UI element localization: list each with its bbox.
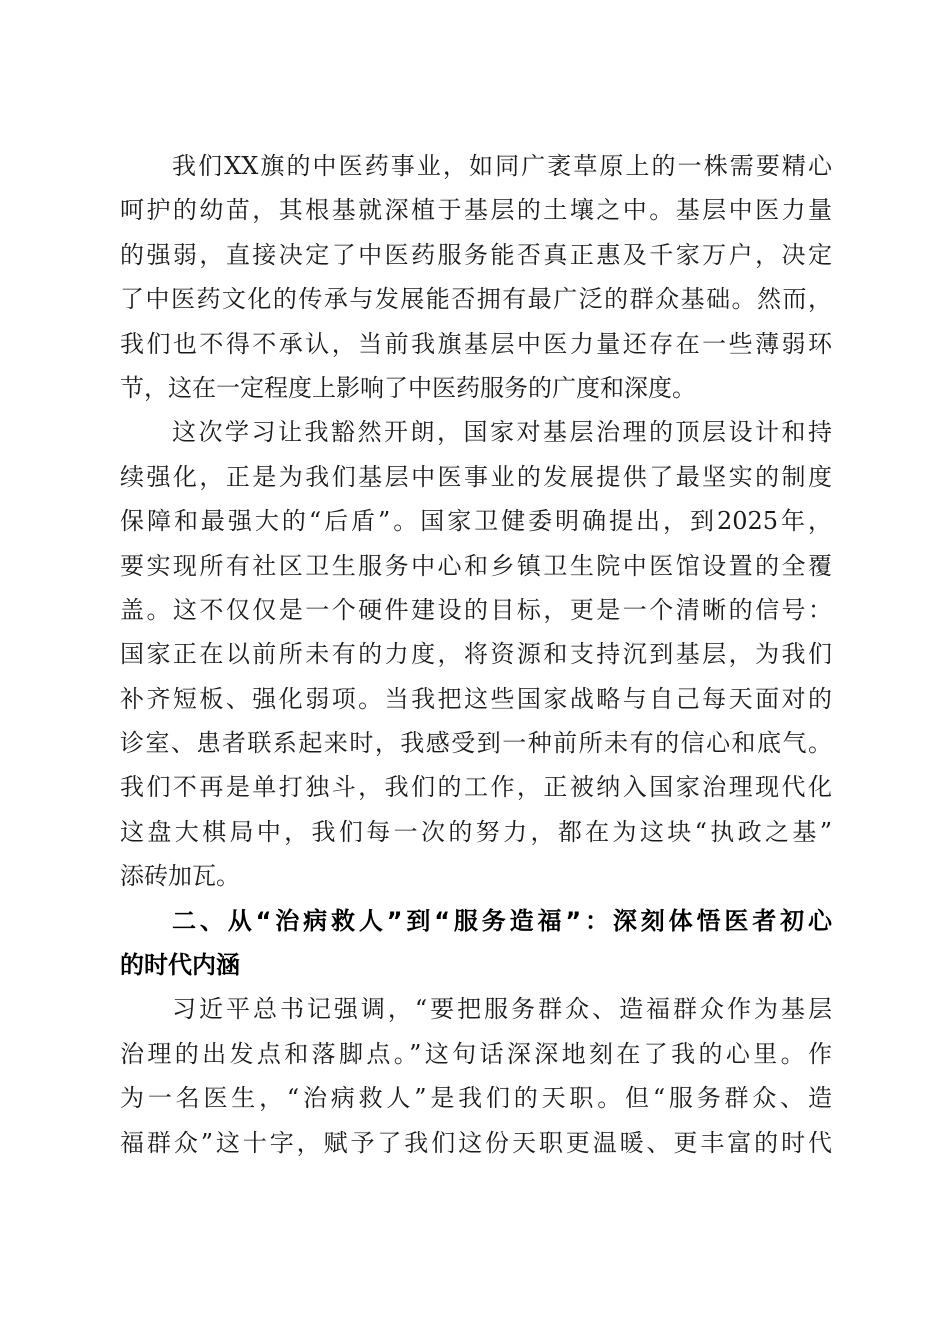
paragraph-line: 这次学习让我豁然开朗，国家对基层治理的顶层设计和持 — [172, 418, 832, 447]
paragraph-line: 补齐短板、强化弱项。当我把这些国家战略与自己每天面对的 — [120, 684, 832, 713]
paragraph-line: 保障和最强大的“后盾”。国家卫健委明确提出，到2025年， — [120, 507, 832, 536]
paragraph-line: 了中医药文化的传承与发展能否拥有最广泛的群众基础。然而， — [120, 285, 832, 314]
paragraph-line: 诊室、患者联系起来时，我感受到一种前所未有的信心和底气。 — [120, 729, 832, 758]
paragraph-line: 节，这在一定程度上影响了中医药服务的广度和深度。 — [120, 373, 696, 402]
paragraph-line: 治理的出发点和落脚点。”这句话深深地刻在了我的心里。作 — [120, 1039, 832, 1068]
paragraph-line: 国家正在以前所未有的力度，将资源和支持沉到基层，为我们 — [120, 640, 832, 669]
paragraph-line: 续强化，正是为我们基层中医事业的发展提供了最坚实的制度 — [120, 462, 832, 491]
paragraph-line: 这盘大棋局中，我们每一次的努力，都在为这块“执政之基” — [120, 817, 832, 846]
paragraph-2 — [120, 410, 832, 898]
paragraph-line: 我们不再是单打独斗，我们的工作，正被纳入国家治理现代化 — [120, 773, 832, 802]
paragraph-line: 我们XX旗的中医药事业，如同广袤草原上的一株需要精心 — [172, 152, 832, 180]
paragraph-3 — [120, 987, 832, 1165]
paragraph-line: 习近平总书记强调，“要把服务群众、造福群众作为基层 — [172, 995, 832, 1024]
paragraph-line: 为一名医生，“治病救人”是我们的天职。但“服务群众、造 — [120, 1084, 832, 1113]
section-heading — [120, 899, 832, 988]
heading-line: 的时代内涵 — [120, 951, 240, 980]
paragraph-line: 要实现所有社区卫生服务中心和乡镇卫生院中医馆设置的全覆 — [120, 551, 832, 580]
paragraph-line: 我们也不得不承认，当前我旗基层中医力量还存在一些薄弱环 — [120, 329, 832, 358]
paragraph-1 — [120, 144, 832, 410]
document-body — [120, 144, 832, 1165]
paragraph-line: 呵护的幼苗，其根基就深植于基层的土壤之中。基层中医力量 — [120, 196, 832, 225]
paragraph-line: 添砖加瓦。 — [120, 862, 240, 891]
heading-line: 二、从“治病救人”到“服务造福”：深刻体悟医者初心 — [172, 906, 832, 935]
paragraph-line: 福群众”这十字，赋予了我们这份天职更温暖、更丰富的时代 — [120, 1128, 832, 1157]
paragraph-line: 的强弱，直接决定了中医药服务能否真正惠及千家万户，决定 — [120, 240, 832, 269]
paragraph-line: 盖。这不仅仅是一个硬件建设的目标，更是一个清晰的信号： — [120, 595, 832, 624]
